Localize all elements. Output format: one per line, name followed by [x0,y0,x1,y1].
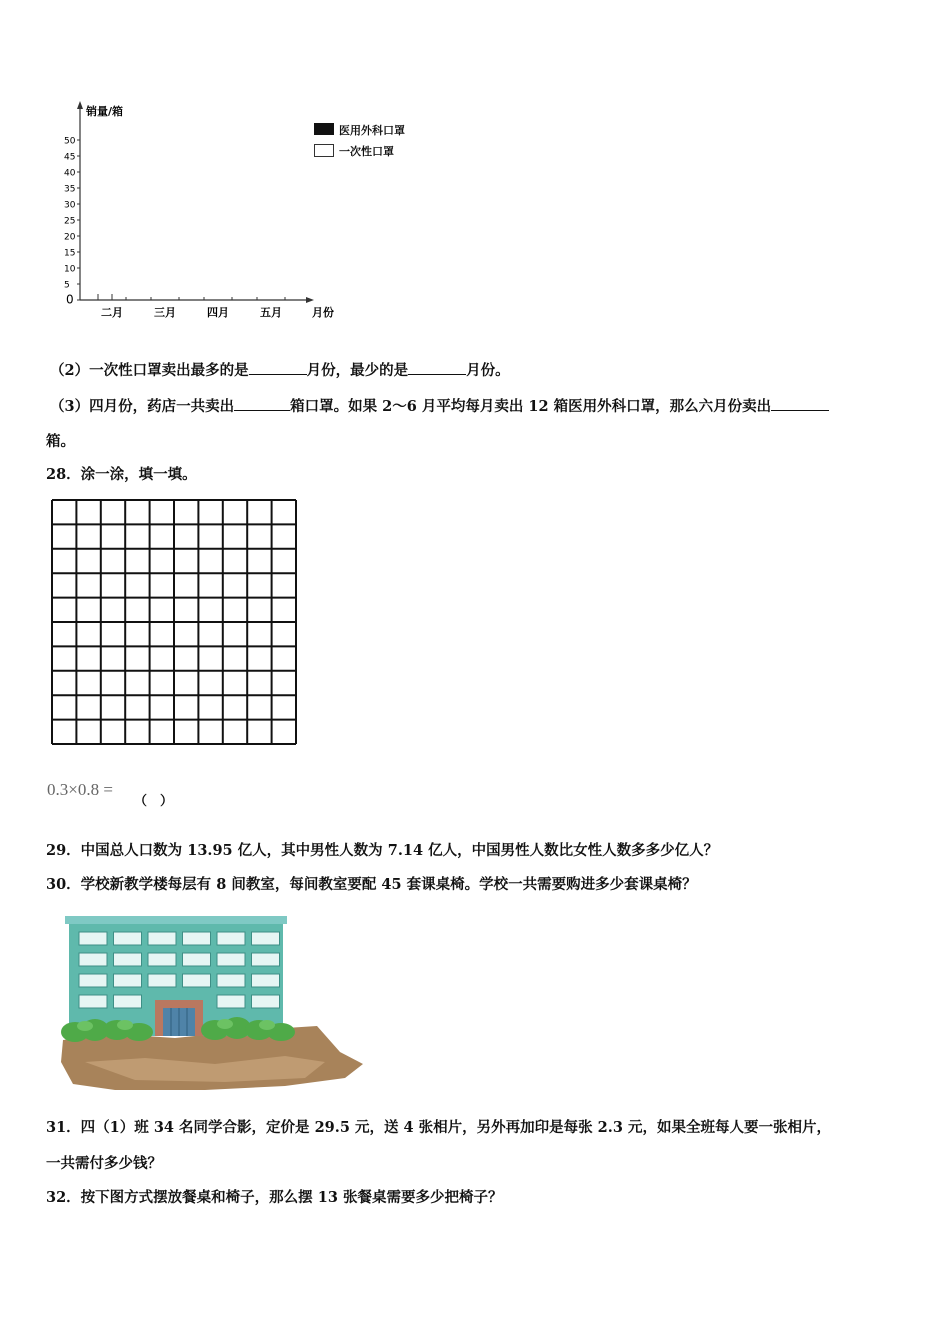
y-axis-label: 销量/箱 [86,105,124,118]
building-window [217,932,245,945]
x-category-label: 二月 [101,306,123,319]
building-window [148,932,176,945]
x-category-label: 四月 [207,306,229,319]
question-30: 30．学校新教学楼每层有 8 间教室，每间教室要配 45 套课桌椅。学校一共需要购进多少套课桌椅？ [46,876,697,893]
question-3-cont: 箱。 [46,433,75,450]
y-tick-label: 35 [64,184,76,195]
building-window [114,995,142,1008]
question-31-cont: 一共需付多少钱？ [46,1155,162,1172]
y-tick-label: 50 [64,136,76,147]
math-expression: 0.3×0.8 = [47,780,113,799]
question-3: （3）四月份，药店一共卖出 箱口罩。如果 2～6 月平均每月卖出 12 箱医用外科口罩，那么六月份卖出 [50,396,829,417]
building-window [217,974,245,987]
question-28-title: 28．涂一涂，填一填。 [46,466,197,483]
legend-label-surgical: 医用外科口罩 [339,124,405,137]
building-window [148,974,176,987]
legend-label-disposable: 一次性口罩 [339,145,394,158]
building-window [183,932,211,945]
x-axis-label: 月份 [312,306,334,319]
building-window [252,953,280,966]
building-window [217,953,245,966]
y-tick-label: 30 [64,200,76,211]
building-window [114,974,142,987]
y-tick-label: 20 [64,232,76,243]
legend-swatch-surgical [314,123,334,135]
building-window [183,953,211,966]
y-axis-arrow [77,101,83,109]
building-window [79,953,107,966]
building-window [183,974,211,987]
question-2: （2）一次性口罩卖出最多的是 月份，最少的是 月份。 [50,362,510,379]
question-29: 29．中国总人口数为 13.95 亿人，其中男性人数为 7.14 亿人，中国男性人数比女性人数多多少亿人？ [46,842,719,859]
building-window [114,953,142,966]
answer-blank[interactable] [249,360,307,375]
y-tick-label: 25 [64,216,76,227]
building-window [148,953,176,966]
y-tick-label: 5 [64,280,70,291]
building-window [252,932,280,945]
answer-blank[interactable] [234,396,290,411]
building-window [217,995,245,1008]
building-window [252,974,280,987]
y-tick-label: 40 [64,168,76,179]
question-32: 32．按下图方式摆放餐桌和椅子，那么摆 13 张餐桌需要多少把椅子？ [46,1189,503,1206]
y-tick-label: 10 [64,264,76,275]
y-ticks [64,137,80,307]
building-window [79,932,107,945]
x-axis-arrow [306,297,314,303]
x-category-label: 三月 [154,306,176,319]
legend-swatch-disposable [314,144,334,157]
school-building-image [55,912,367,1094]
answer-blank[interactable] [771,396,829,411]
y-tick-label: 0 [66,292,74,307]
building-window [79,995,107,1008]
answer-paren[interactable]: （ ） [134,794,174,809]
building-window [79,974,107,987]
building-window [114,932,142,945]
y-tick-label: 15 [64,248,76,259]
question-31: 31．四（1）班 34 名同学合影，定价是 29.5 元，送 4 张相片，另外再加印是每张 2.3 元，如果全班每人要一张相片， [46,1119,831,1136]
building-window [252,995,280,1008]
x-category-label: 五月 [260,306,282,319]
answer-blank[interactable] [408,360,466,375]
hundred-grid[interactable] [50,498,298,746]
y-tick-label: 45 [64,152,76,163]
